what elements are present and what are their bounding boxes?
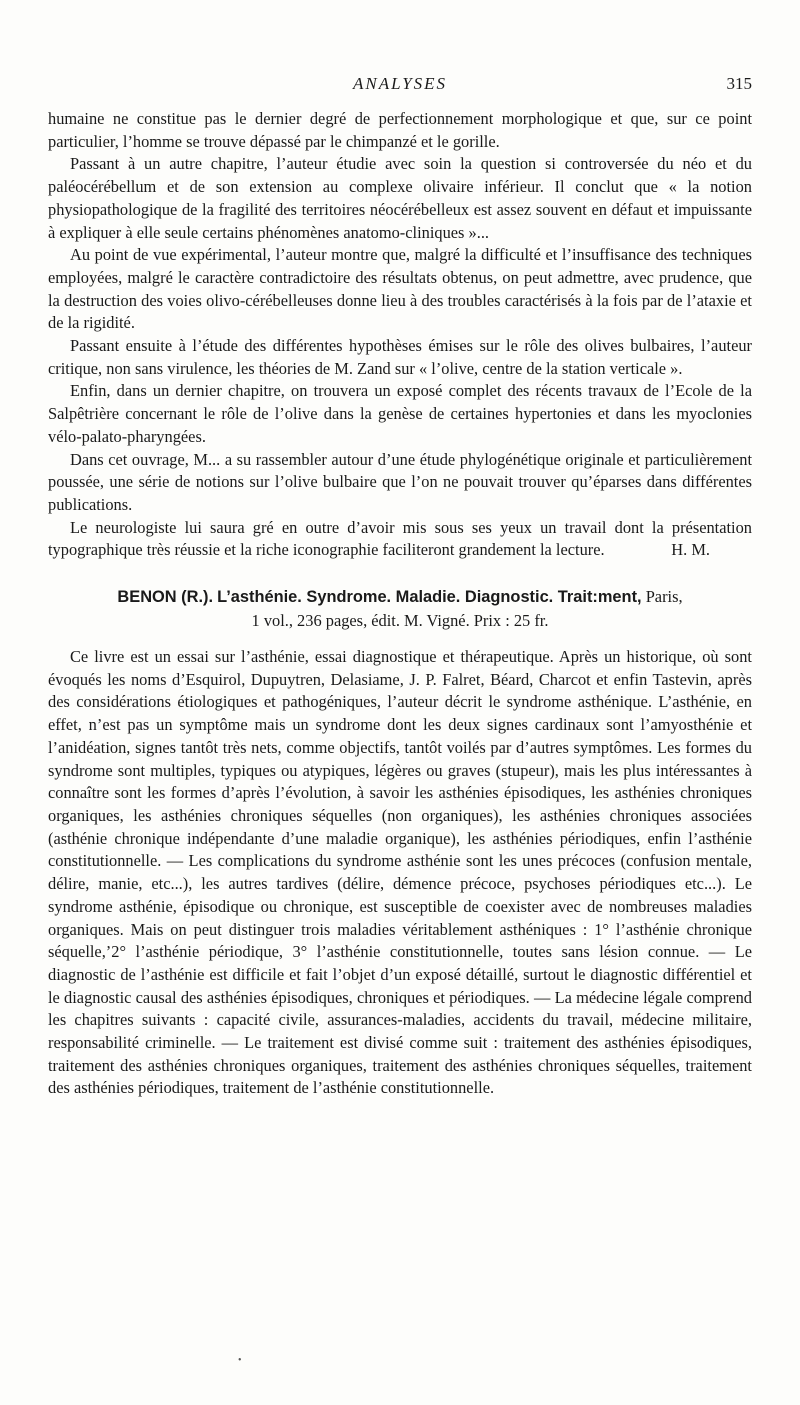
paragraph: Au point de vue expérimental, l’auteur montre que, malgré la difficulté et l’insuffisance des techniques employées, malgré le caractère contradictoire des résultats obtenus, on peut admettre, avec prudence, que la destruction des voies olivo-cérébelleuses donne lieu à des troubles caractérisés à la fois par de l’ataxie et de la rigidité. [48,245,752,333]
review-author: BENON (R.). [117,588,214,607]
review-publication-city: Paris, [645,587,683,607]
paragraph-last [48,517,752,562]
paragraph: Ce livre est un essai sur l’asthénie, essai diagnostique et thérapeutique. Après un historique, où sont évoqués les noms d’Esquirol, Dupuytren, Delasiame, J. P. Falret, Béard, Charcot et enfin Tastevin, après des considérations étiologiques et pathogéniques, l’auteur décrit le syndrome asthénique. L’asthénie, en effet, n’est pas un symptôme mais un syndrome dont les deux signes cardinaux sont l’amyosthénie et l’anidéation, signes tantôt très nets, comme objectifs, tantôt voilés par d’autres symptômes. Les formes du syndrome sont multiples, typiques ou atypiques, légères ou graves (stupeur), mais les plus intéressantes à connaître sont les formes d’après l’évolution, à savoir les asthénies épisodiques, les asthénies chroniques organiques, les asthénies chroniques séquelles (non organiques), les asthénies chroniques associées (asthénie chronique indépendante d’une maladie organique), les asthénies périodiques, enfin l’asthénie constitutionnelle. — Les complications du syndrome asthénie sont les unes précoces (confusion mentale, délire, manie, etc...), les autres tardives (délire, démence précoce, psychoses périodiques etc...). Le syndrome asthénie, épisodique ou chronique, est susceptible de coexister avec de nombreuses maladies organiques. Mais on peut distinguer trois maladies véritablement asthéniques : 1° l’asthénie chronique séquelle,’2° l’asthénie périodique, 3° l’asthénie constitutionnelle, toutes sans lésion connue. — Le diagnostic de l’asthénie est difficile et fait l’objet d’un exposé détaillé, surtout le diagnostic différentiel et le diagnostic causal des asthénies épisodiques, chroniques et périodiques. — La médecine légale comprend les chapitres suivants : capacité civile, assurances-maladies, accidents du travail, médecine militaire, responsabilité criminelle. — Le traitement est divisé comme suit : traitement des asthénies épisodiques, traitement des asthénies chroniques organiques, traitement des asthénies chroniques séquelles, traitement des asthénies périodiques, traitement de l’asthénie constitutionnelle. [48,647,752,1098]
paragraph: humaine ne constitue pas le dernier degré de perfectionnement morphologique et que, sur ce point particulier, l’homme se trouve dépassé par le chimpanzé et le gorille. [48,109,752,151]
paragraph: Passant ensuite à l’étude des différentes hypothèses émises sur le rôle des olives bulbaires, l’auteur critique, non sans virulence, les théories de M. Zand sur « l’olive, centre de la station verticale ». [48,336,752,378]
review-header [48,585,752,632]
running-head [48,74,752,98]
paragraph: Dans cet ouvrage, M... a su rassembler autour d’une étude phylogénétique originale et particulièrement poussée, une série de notions sur l’olive bulbaire que l’on ne pouvait trouver qu’éparses dans différentes publications. [48,449,752,514]
review-book-title: L’asthénie. Syndrome. Maladie. Diagnostic. Trait:ment, [217,588,642,607]
paragraph-text: Le neurologiste lui saura gré en outre d’avoir mis sous ses yeux un travail dont la présentation typographique très réussie et la riche iconographie faciliteront grandement la lecture. [48,517,752,560]
review-body [48,646,752,1100]
reviewer-signature: H. M. [671,540,710,560]
paragraph: Passant à un autre chapitre, l’auteur étudie avec soin la question si controversée du néo et du paléocérébellum et de son extension au complexe olivaire inférieur. Il conclut que « la notion physiopathologique de la fragilité des territoires néocérébelleux est assez souvent en défaut et impuissante à expliquer à elle seule certains phénomènes anatomo-cliniques »... [48,154,752,242]
review-header-line1 [48,585,752,609]
running-title: ANALYSES [352,74,448,93]
page-number: 315 [726,74,752,93]
review-publication-details: 1 vol., 236 pages, édit. M. Vigné. Prix : 25 fr. [251,611,549,631]
stray-mark: • [238,1355,242,1366]
paragraph: Enfin, dans un dernier chapitre, on trouvera un exposé complet des récents travaux de l’Ecole de la Salpêtrière concernant le rôle de l’olive dans la genèse de certaines hypertonies et dans les myoclonies vélo-palato-pharyngées. [48,381,752,446]
text-block [48,108,752,1100]
